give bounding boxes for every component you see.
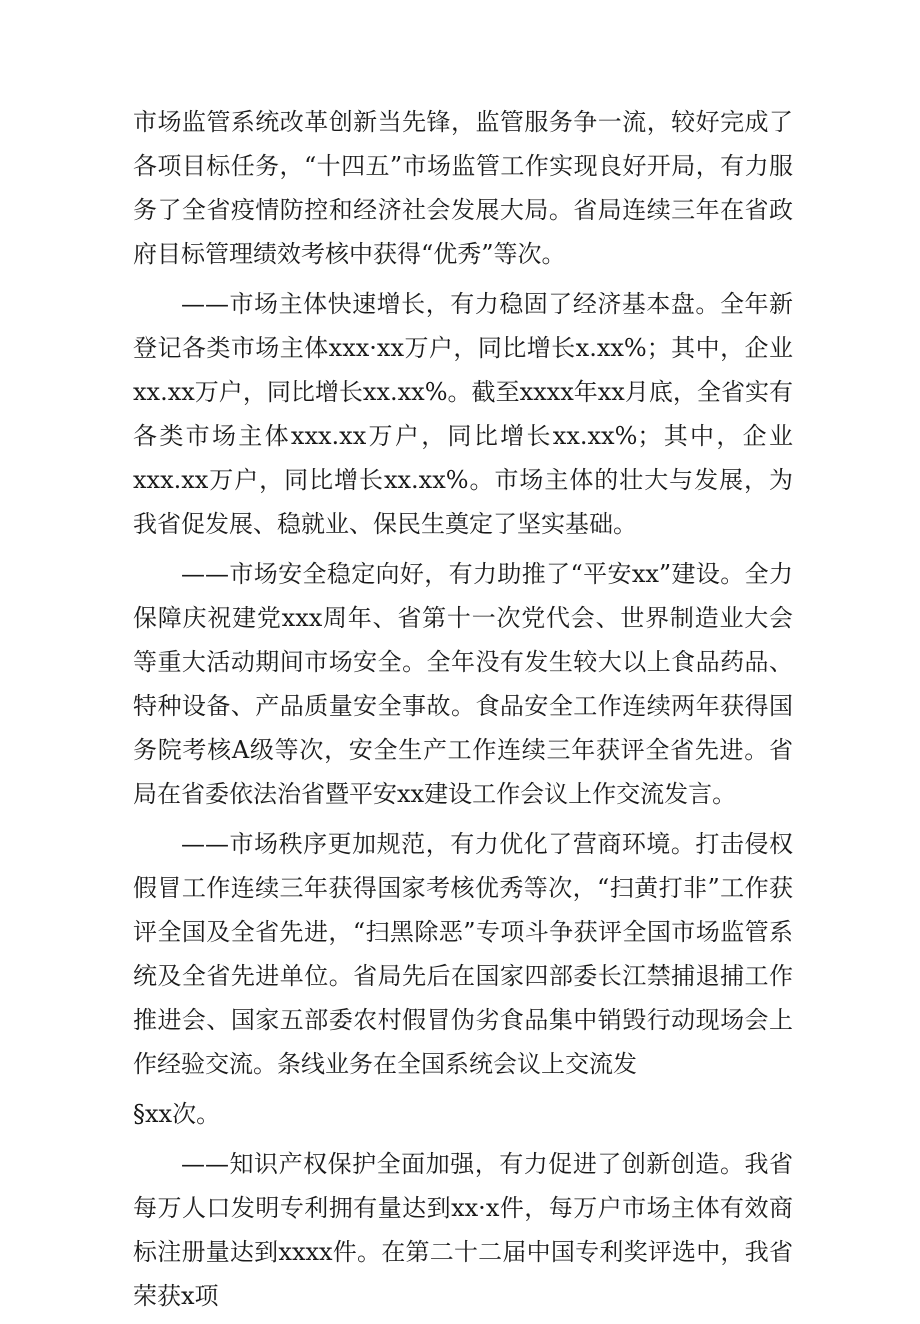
paragraph-market-order: ——市场秩序更加规范，有力优化了营商环境。打击侵权假冒工作连续三年获得国家考核优秀等次，“扫黄打非”工作获评全国及全省先进，“扫黑除恶”专项斗争获评全国市场监管系统及全省先进单位。省局先后在国家四部委长江禁捕退捕工作推进会、国家五部委农村假冒伪劣食品集中销毁行动现场会上作经验交流。条线业务在全国系统会议上交流发 xyxy=(133,830,793,1078)
paragraph-intro: 市场监管系统改革创新当先锋，监管服务争一流，较好完成了各项目标任务，“十四五”市场监管工作实现良好开局，有力服务了全省疫情防控和经济社会发展大局。省局连续三年在省政府目标管理绩效考核中获得“优秀”等次。 xyxy=(133,108,793,268)
paragraph-market-entities: ——市场主体快速增长，有力稳固了经济基本盘。全年新登记各类市场主体xxx·xx万户，同比增长x.xx%；其中，企业xx.xx万户，同比增长xx.xx%。截至xxxx年xx月底，全省实有各类市场主体xxx.xx万户，同比增长xx.xx%；其中，企业xxx.xx万户，同比增长xx.xx%。市场主体的壮大与发展，为我省促发展、稳就业、保民生奠定了坚实基础。 xyxy=(133,290,793,538)
paragraph-fragment: §xx次。 xyxy=(133,1100,221,1128)
paragraph-market-safety: ——市场安全稳定向好，有力助推了“平安xx”建设。全力保障庆祝建党xxx周年、省第十一次党代会、世界制造业大会等重大活动期间市场安全。全年没有发生较大以上食品药品、特种设备、产品质量安全事故。食品安全工作连续两年获得国务院考核A级等次，安全生产工作连续三年获评全省先进。省局在省委依法治省暨平安xx建设工作会议上作交流发言。 xyxy=(133,560,793,808)
document-body xyxy=(133,100,793,1324)
paragraph-ip-protection: ——知识产权保护全面加强，有力促进了创新创造。我省每万人口发明专利拥有量达到xx·x件，每万户市场主体有效商标注册量达到xxxx件。在第二十二届中国专利奖评选中，我省荣获x项 xyxy=(133,1150,793,1310)
